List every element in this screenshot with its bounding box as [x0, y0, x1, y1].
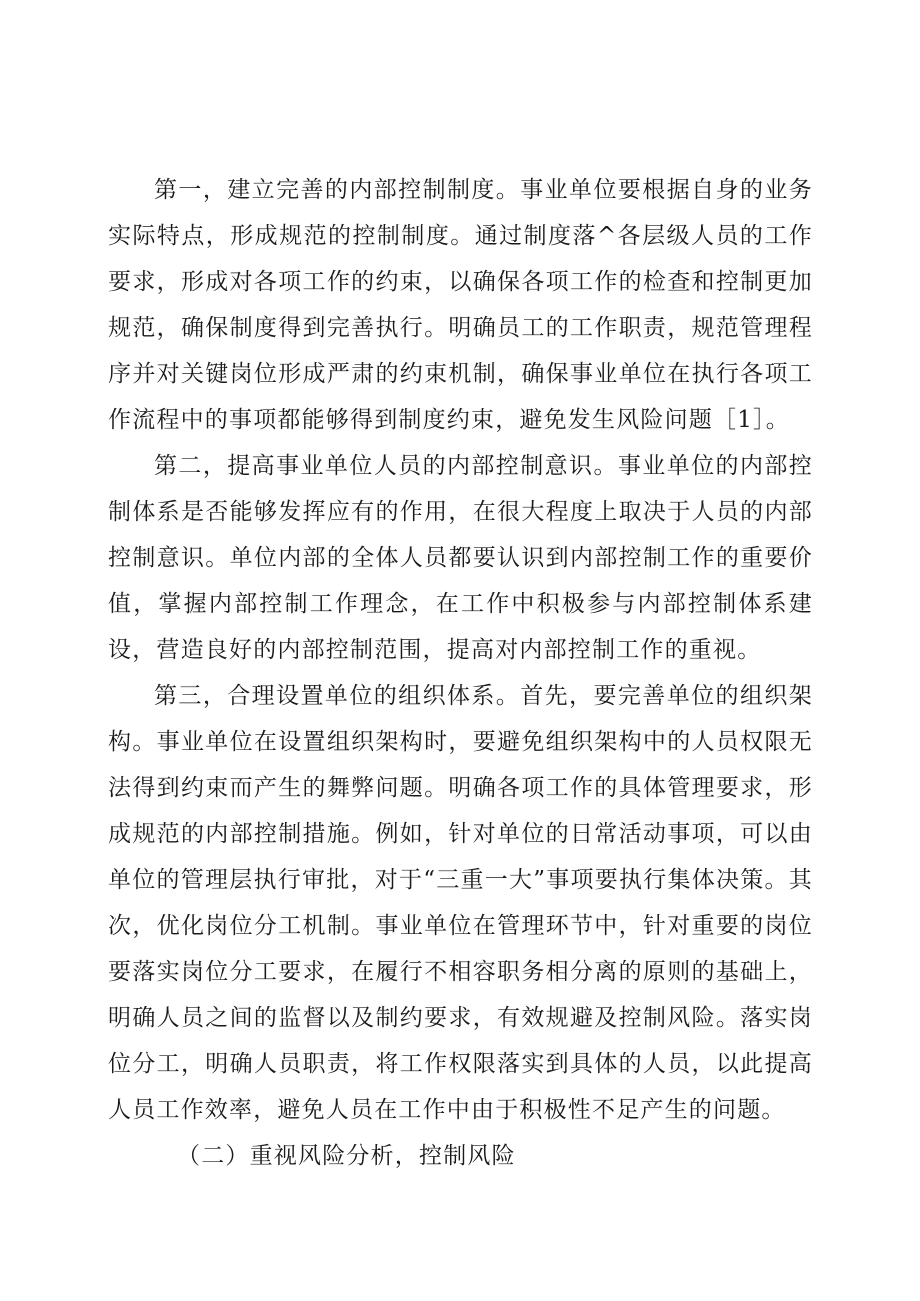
paragraph-first: 第一，建立完善的内部控制制度。事业单位要根据自身的业务实际特点，形成规范的控制制度。通过制度落^各层级人员的工作要求，形成对各项工作的约束，以确保各项工作的检查和控制更加规范，确保制度得到完善执行。明确员工的工作职责，规范管理程序并对关键岗位形成严肃的约束机制，确保事业单位在执行各项工作流程中的事项都能够得到制度约束，避免发生风险问题［1］。: [108, 177, 813, 433]
paragraph-second: 第二，提高事业单位人员的内部控制意识。事业单位的内部控制体系是否能够发挥应有的作用，在很大程度上取决于人员的内部控制意识。单位内部的全体人员都要认识到内部控制工作的重要价值，掌握内部控制工作理念，在工作中积极参与内部控制体系建设，营造良好的内部控制范围，提高对内部控制工作的重视。: [108, 453, 813, 663]
document-body: [108, 167, 813, 1179]
section-heading: （二）重视风险分析，控制风险: [177, 1143, 516, 1169]
paragraph-third: 第三，合理设置单位的组织体系。首先，要完善单位的组织架构。事业单位在设置组织架构时，要避免组织架构中的人员权限无法得到约束而产生的舞弊问题。明确各项工作的具体管理要求，形成规范的内部控制措施。例如，针对单位的日常活动事项，可以由单位的管理层执行审批，对于“三重一大”事项要执行集体决策。其次，优化岗位分工机制。事业单位在管理环节中，针对重要的岗位要落实岗位分工要求，在履行不相容职务相分离的原则的基础上，明确人员之间的监督以及制约要求，有效规避及控制风险。落实岗位分工，明确人员职责，将工作权限落实到具体的人员，以此提高人员工作效率，避免人员在工作中由于积极性不足产生的问题。: [108, 683, 813, 1123]
